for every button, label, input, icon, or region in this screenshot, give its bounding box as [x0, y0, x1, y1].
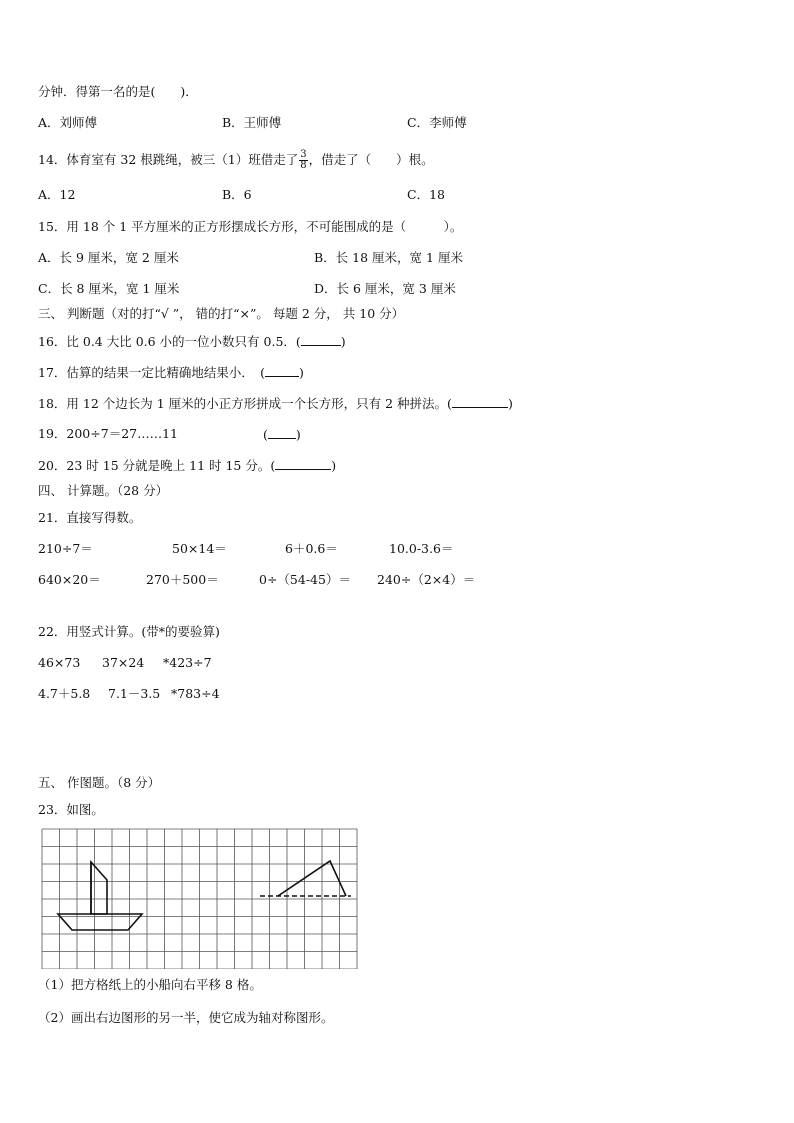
- q22-item: 46×73: [38, 655, 81, 670]
- q13-stem: 分钟．得第一名的是( )．: [38, 84, 198, 99]
- grid-lines: [42, 829, 357, 969]
- q20-close-paren: ): [331, 458, 337, 473]
- q14-stem-post: ，借走了（ ）根。: [308, 152, 434, 167]
- q19-answer: [263, 426, 301, 443]
- q14-option-a: A．12: [38, 187, 76, 202]
- q15-option-a: A．长 9 厘米，宽 2 厘米: [38, 250, 179, 265]
- q21-stem: 21．直接写得数。: [38, 510, 142, 525]
- q22-item: 37×24: [102, 655, 145, 670]
- q14-fraction-numerator: 3: [300, 149, 307, 160]
- q16-answer-blank[interactable]: [301, 333, 341, 346]
- q20-text: 20．23 时 15 分就是晚上 11 时 15 分。(: [38, 458, 276, 473]
- q15-option-c: C．长 8 厘米，宽 1 厘米: [38, 281, 180, 296]
- q21-item: 640×20＝: [38, 572, 101, 587]
- half-figure: [278, 861, 346, 896]
- q23-sub1: （1）把方格纸上的小船向右平移 8 格。: [38, 977, 262, 992]
- q21-item: 0÷（54-45）＝: [259, 572, 351, 587]
- q17-statement: [38, 364, 304, 381]
- q21-item: 240÷（2×4）＝: [377, 572, 476, 587]
- q14-stem-pre: 14．体育室有 32 根跳绳，被三（1）班借走了: [38, 152, 299, 167]
- q13-option-c: C．李师傅: [407, 115, 467, 130]
- boat-sail: [91, 862, 107, 914]
- q23-sub2: （2）画出右边图形的另一半，使它成为轴对称图形。: [38, 1010, 334, 1025]
- q16-statement: [38, 333, 346, 350]
- section4-title: 四、 计算题。（28 分）: [38, 483, 169, 498]
- q17-close-paren: ): [299, 365, 304, 380]
- q19-close-paren: ): [295, 427, 301, 442]
- q16-close-paren: ): [340, 334, 346, 349]
- q22-item: 4.7＋5.8: [38, 686, 91, 701]
- q21-item: 210÷7＝: [38, 541, 93, 556]
- q21-item: 6＋0.6＝: [285, 541, 338, 556]
- q22-item: 7.1－3.5: [108, 686, 161, 701]
- q14-fraction: [299, 150, 307, 171]
- q23-grid-figure: [40, 827, 366, 969]
- q15-option-d: D．长 6 厘米，宽 3 厘米: [314, 281, 456, 296]
- q20-statement: [38, 457, 336, 474]
- q17-text: 17．估算的结果一定比精确地结果小． (: [38, 365, 266, 380]
- q19-answer-blank[interactable]: [268, 426, 296, 439]
- q18-statement: [38, 395, 513, 412]
- q19-statement: 19．200÷7＝27……11: [38, 426, 179, 441]
- q18-answer-blank[interactable]: [452, 395, 508, 408]
- q22-stem: 22．用竖式计算。(带*的要验算): [38, 624, 220, 639]
- q13-option-b: B．王师傅: [222, 115, 282, 130]
- q22-item: *423÷7: [163, 655, 212, 670]
- q13-option-a: A．刘师傅: [38, 115, 98, 130]
- q14-option-b: B．6: [222, 187, 252, 202]
- q23-stem: 23．如图。: [38, 802, 104, 817]
- section5-title: 五、 作图题。（8 分）: [38, 775, 161, 790]
- q19-open-paren: (: [263, 427, 268, 442]
- q21-item: 50×14＝: [172, 541, 227, 556]
- q16-text: 16．比 0.4 大比 0.6 小的一位小数只有 0.5．(: [38, 334, 301, 349]
- q18-text: 18．用 12 个边长为 1 厘米的小正方形拼成一个长方形，只有 2 种拼法。(: [38, 396, 452, 411]
- q21-item: 10.0-3.6＝: [389, 541, 454, 556]
- q14-fraction-denominator: 8: [300, 160, 307, 171]
- q15-stem: 15．用 18 个 1 平方厘米的正方形摆成长方形，不可能围成的是（ ）。: [38, 219, 463, 234]
- q15-option-b: B．长 18 厘米，宽 1 厘米: [314, 250, 463, 265]
- section3-title: 三、 判断题（对的打“√ ”， 错的打“×”。 每题 2 分， 共 10 分）: [38, 306, 405, 321]
- q14-option-c: C．18: [407, 187, 445, 202]
- q17-answer-blank[interactable]: [265, 364, 299, 377]
- q18-close-paren: ): [507, 396, 513, 411]
- q22-item: *783÷4: [171, 686, 220, 701]
- q21-item: 270＋500＝: [146, 572, 219, 587]
- q20-answer-blank[interactable]: [275, 457, 331, 470]
- q14-stem: [38, 150, 434, 171]
